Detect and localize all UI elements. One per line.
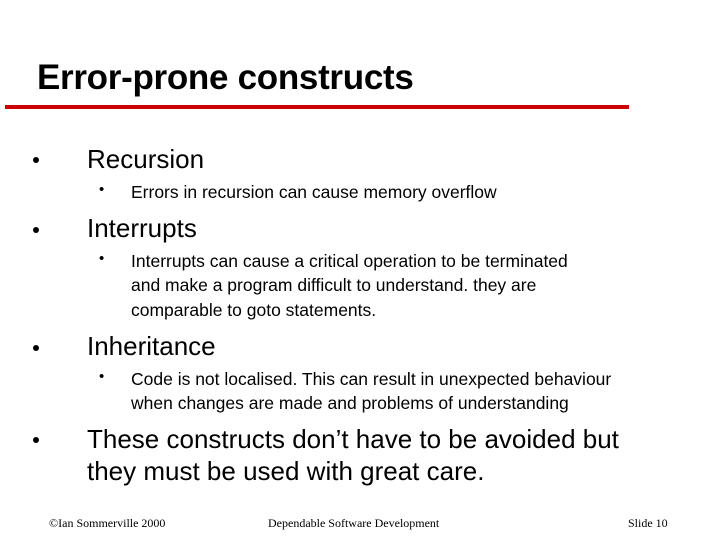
bullet-icon bbox=[33, 437, 39, 443]
sub-bullet-line: Interrupts can cause a critical operation to be terminated bbox=[131, 251, 568, 271]
bullet-line: they must be used with great care. bbox=[87, 456, 485, 486]
bullet-line: These constructs don’t have to be avoided but bbox=[87, 424, 619, 454]
bullet-interrupts: Interrupts bbox=[87, 213, 197, 243]
sub-bullet-icon: • bbox=[99, 250, 105, 267]
sub-bullet-line: when changes are made and problems of understanding bbox=[131, 393, 569, 414]
sub-bullet-interrupts bbox=[131, 249, 568, 322]
sub-bullet-inheritance bbox=[131, 367, 611, 416]
sub-bullet-line: Errors in recursion can cause memory overflow bbox=[131, 182, 497, 202]
bullet-icon bbox=[33, 227, 39, 233]
bullet-inheritance: Inheritance bbox=[87, 331, 216, 361]
sub-bullet-icon: • bbox=[99, 368, 105, 385]
sub-bullet-line: and make a program difficult to understand. they are bbox=[131, 275, 537, 296]
footer-slide-number: Slide 10 bbox=[628, 516, 668, 530]
sub-bullet-recursion bbox=[131, 180, 497, 204]
footer-copyright: ©Ian Sommerville 2000 bbox=[49, 516, 166, 530]
footer-course: Dependable Software Development bbox=[268, 516, 440, 530]
bullet-conclusion bbox=[87, 423, 619, 487]
bullet-icon bbox=[33, 157, 39, 163]
sub-bullet-icon: • bbox=[99, 181, 105, 198]
bullet-icon bbox=[33, 345, 39, 351]
bullet-recursion: Recursion bbox=[87, 144, 205, 174]
title-divider bbox=[5, 105, 629, 109]
sub-bullet-line: Code is not localised. This can result in unexpected behaviour bbox=[131, 369, 612, 389]
sub-bullet-line: comparable to goto statements. bbox=[131, 299, 377, 320]
slide-title: Error-prone constructs bbox=[37, 58, 414, 97]
